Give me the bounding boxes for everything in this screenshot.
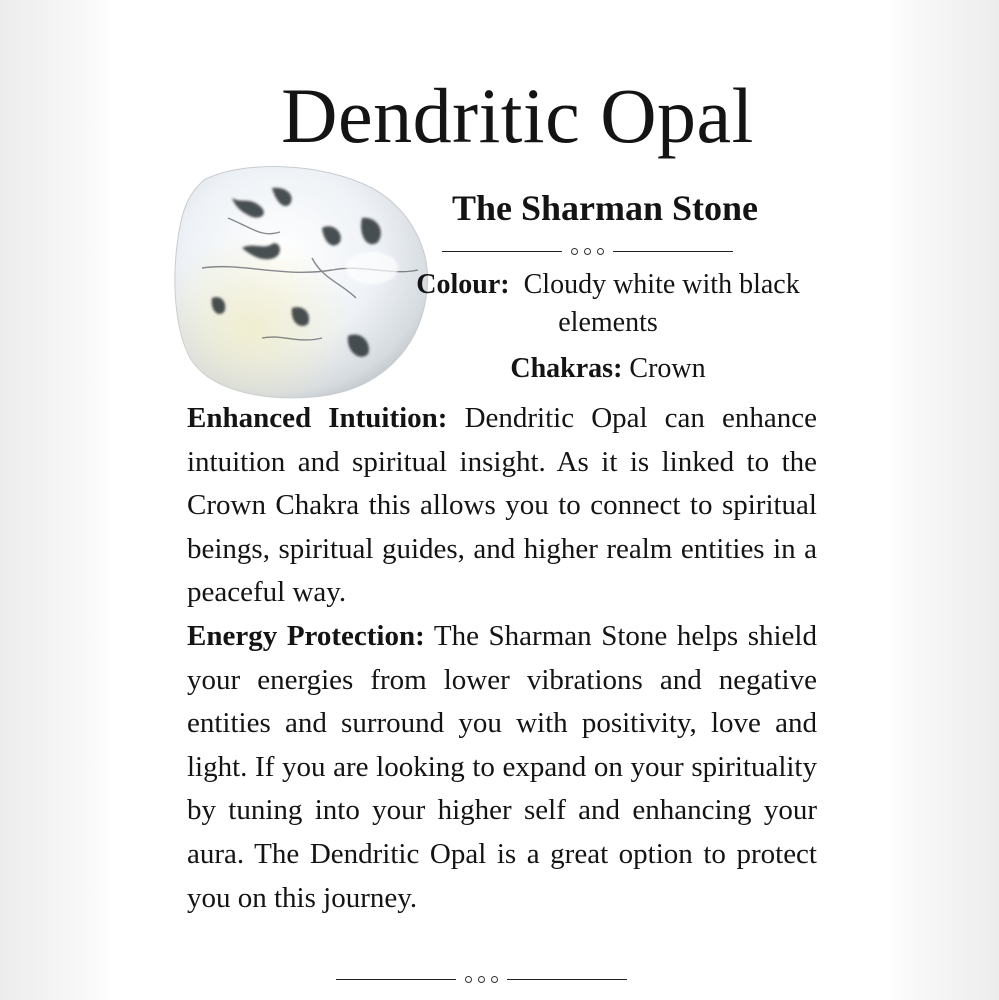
ornament-divider-icon xyxy=(562,248,613,255)
section-heading: Enhanced Intuition: xyxy=(187,402,448,434)
ornament-divider-bottom xyxy=(336,976,627,983)
ornament-divider-icon xyxy=(456,976,507,983)
chakras-value: Crown xyxy=(629,353,706,384)
divider-dot xyxy=(571,248,578,255)
divider-line-right xyxy=(613,251,733,252)
divider-dot xyxy=(584,248,591,255)
divider-dot xyxy=(597,248,604,255)
divider-line-left xyxy=(336,979,456,980)
section-body: Dendritic Opal can enhance intuition and spiritual insight. As it is linked to the Crown Chakra this allows you to connect to spiritual beings, spiritual guides, and higher realm entities in a peaceful way. xyxy=(187,402,818,609)
colour-info xyxy=(412,266,804,342)
colour-label: Colour: xyxy=(416,269,510,300)
stone-image xyxy=(172,158,434,400)
colour-value: Cloudy white with black elements xyxy=(523,269,800,338)
divider-dot xyxy=(491,976,498,983)
ornament-divider-top xyxy=(442,248,733,255)
divider-dot xyxy=(465,976,472,983)
section-body: The Sharman Stone helps shield your energies from lower vibrations and negative entities and surround you with positivity, love and light. If you are looking to expand on your spirituality by tuning into your higher self and enhancing your aura. The Dendritic Opal is a great option to protect you on this journey. xyxy=(187,620,817,914)
divider-line-right xyxy=(507,979,627,980)
chakras-label: Chakras: xyxy=(510,353,623,384)
divider-line-left xyxy=(442,251,562,252)
section-heading: Energy Protection: xyxy=(187,620,425,652)
divider-dot xyxy=(478,976,485,983)
page-title: Dendritic Opal xyxy=(281,72,754,159)
chakras-info xyxy=(412,350,804,388)
section-enhanced-intuition xyxy=(187,397,817,615)
section-energy-protection xyxy=(187,615,817,920)
subtitle: The Sharman Stone xyxy=(451,188,759,228)
